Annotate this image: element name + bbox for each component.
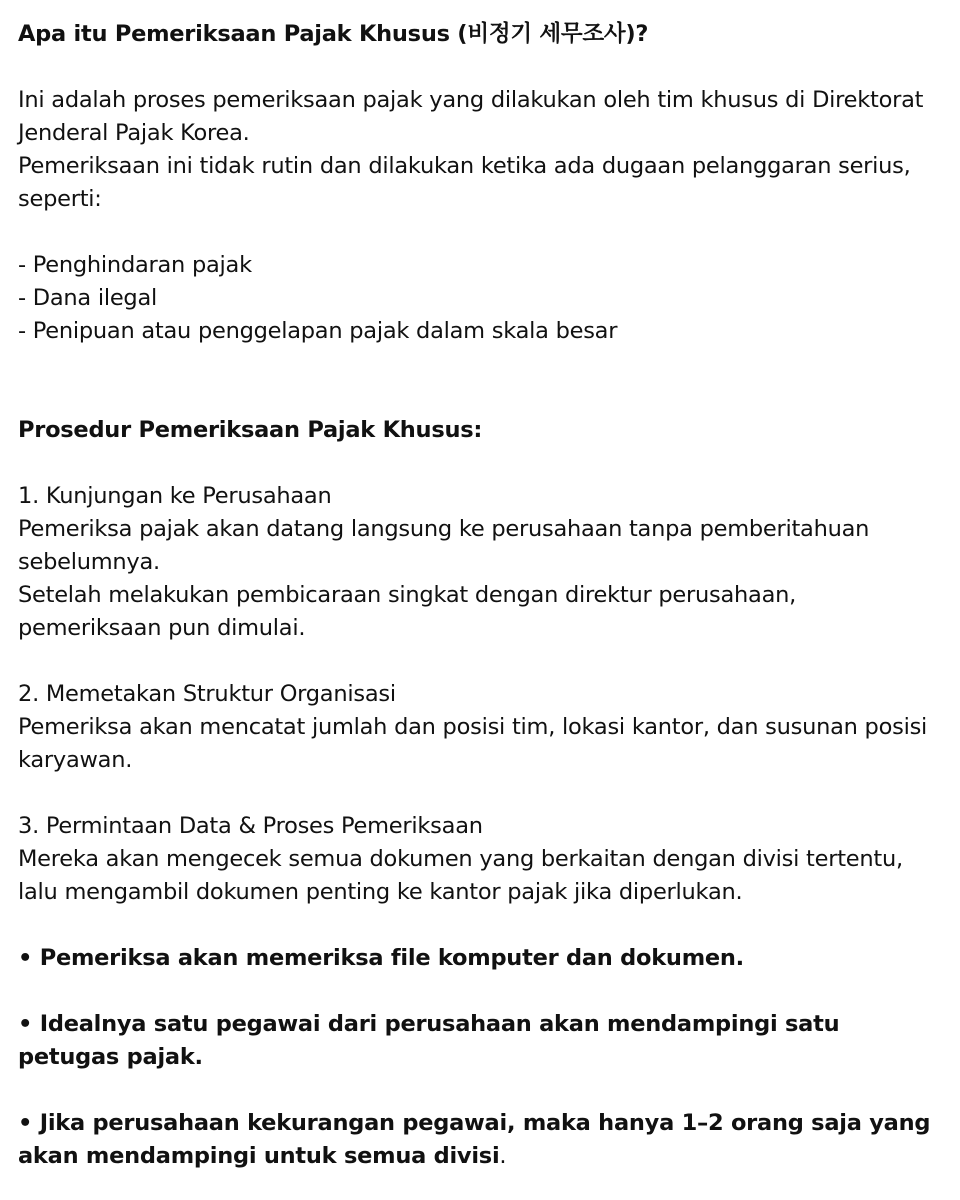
spacer — [18, 645, 940, 678]
spacer — [18, 51, 940, 84]
spacer — [18, 909, 940, 942]
intro-paragraph: Pemeriksaan ini tidak rutin dan dilakukan ketika ada dugaan pelanggaran serius, seperti: — [18, 153, 911, 212]
spacer — [18, 777, 940, 810]
step-text: Pemeriksa pajak akan datang langsung ke perusahaan tanpa pemberitahuan sebelumnya. — [18, 516, 870, 575]
bullet-item: • Idealnya satu pegawai dari perusahaan akan mendampingi satu petugas pajak. — [18, 1011, 840, 1070]
spacer — [18, 447, 940, 480]
step-heading: 3. Permintaan Data & Proses Pemeriksaan — [18, 813, 483, 839]
step-text: Mereka akan mengecek semua dokumen yang berkaitan dengan divisi tertentu, lalu mengambil dokumen penting ke kantor pajak jika diperlukan. — [18, 846, 903, 905]
bullet-text: • Jika perusahaan kekurangan pegawai, maka hanya 1–2 orang saja yang akan mendampingi untuk semua divisi — [18, 1110, 931, 1169]
intro-paragraph: Ini adalah proses pemeriksaan pajak yang dilakukan oleh tim khusus di Direktorat Jenderal Pajak Korea. — [18, 87, 924, 146]
final-period: . — [499, 1143, 507, 1169]
section-title-intro: Apa itu Pemeriksaan Pajak Khusus (비정기 세무조사)? — [18, 21, 649, 47]
bullet-item: • Pemeriksa akan memeriksa file komputer dan dokumen. — [18, 945, 744, 971]
step-text: Pemeriksa akan mencatat jumlah dan posisi tim, lokasi kantor, dan susunan posisi karyawan. — [18, 714, 928, 773]
spacer — [18, 975, 940, 1008]
spacer — [18, 1074, 940, 1107]
list-item: - Penipuan atau penggelapan pajak dalam skala besar — [18, 318, 618, 344]
spacer — [18, 216, 940, 249]
bullet-item-last — [18, 1107, 940, 1173]
step-text: Setelah melakukan pembicaraan singkat dengan direktur perusahaan, pemeriksaan pun dimulai. — [18, 582, 797, 641]
list-item: - Dana ilegal — [18, 285, 158, 311]
section-title-procedure: Prosedur Pemeriksaan Pajak Khusus: — [18, 417, 483, 443]
step-heading: 1. Kunjungan ke Perusahaan — [18, 483, 332, 509]
spacer — [18, 348, 940, 414]
list-item: - Penghindaran pajak — [18, 252, 252, 278]
step-heading: 2. Memetakan Struktur Organisasi — [18, 681, 396, 707]
